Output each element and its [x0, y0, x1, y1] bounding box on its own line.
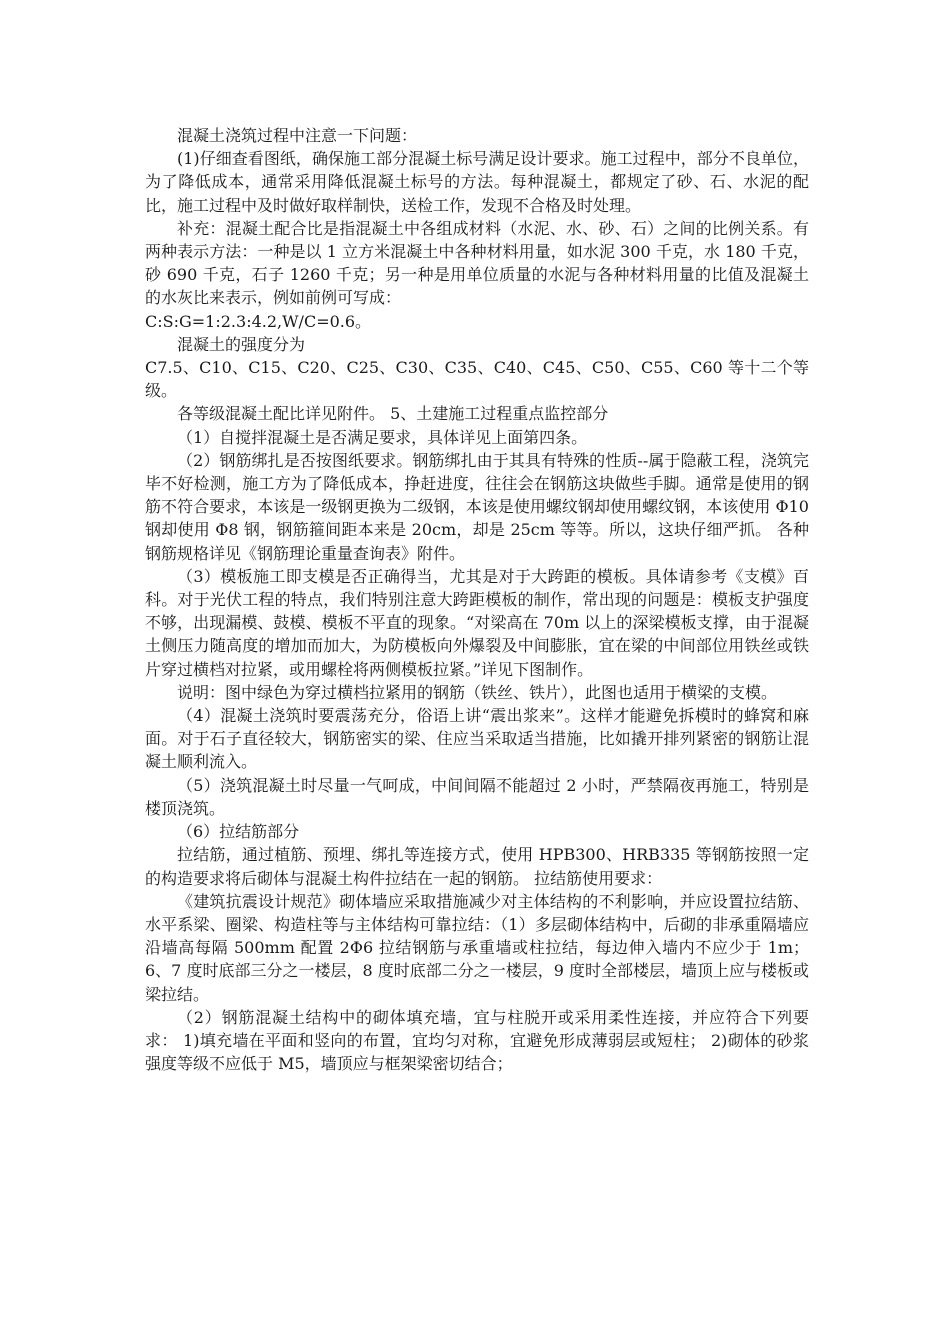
paragraph-monitor-5: （5）浇筑混凝土时尽量一气呵成，中间间隔不能超过 2 小时，严禁隔夜再施工，特别是楼顶浇筑。	[145, 775, 809, 818]
paragraph-title: 混凝土浇筑过程中注意一下问题：	[177, 126, 418, 145]
paragraph-seismic-code: 《建筑抗震设计规范》砌体墙应采取措施减少对主体结构的不利影响，并应设置拉结筋、水平系梁、圈梁、构造柱等与主体结构可靠拉结：（1）多层砌体结构中，后砌的非承重隔墙应沿墙高每隔 500mm 配置 2Φ6 拉结钢筋与承重墙或柱拉结，每边伸入墙内不应少于 1m；6、7 度时底部三分之一楼层，8 度时底部二分之一楼层，9 度时全部楼层，墙顶上应与楼板或梁拉结。	[145, 891, 809, 1004]
paragraph-monitor-2: （2）钢筋绑扎是否按图纸要求。钢筋绑扎由于其具有特殊的性质--属于隐蔽工程，浇筑完毕不好检测，施工方为了降低成本，挣赶进度，往往会在钢筋这块做些手脚。通常是使用的钢筋不符合要求，本该是一级钢更换为二级钢，本该是使用螺纹钢却使用螺纹钢，本该使用 Φ10 钢却使用 Φ8 钢，钢筋箍间距本来是 20cm，却是 25cm 等等。所以，这块仔细严抓。 各种钢筋规格详见《钢筋理论重量查询表》附件。	[145, 450, 809, 563]
paragraph-ratio-formula: C:S:G=1:2.3:4.2,W/C=0.6。	[145, 311, 372, 331]
paragraph-monitor-3: （3）模板施工即支模是否正确得当，尤其是对于大跨距的模板。具体请参考《支模》百科。对于光伏工程的特点，我们特别注意大跨距模板的制作，常出现的问题是：模板支护强度不够，出现漏模、鼓模、模板不平直的现象。“对梁高在 70m 以上的深梁模板支撑，由于混凝土侧压力随高度的增加而加大，为防模板向外爆裂及中间膨胀，宜在梁的中间部位用铁丝或铁片穿过横档对拉紧，或用螺栓将两侧模板拉紧。”详见下图制作。	[145, 566, 809, 679]
paragraph-item-1: (1)仔细查看图纸，确保施工部分混凝土标号满足设计要求。施工过程中，部分不良单位，为了降低成本，通常采用降低混凝土标号的方法。每种混凝土，都规定了砂、石、水泥的配比，施工过程中及时做好取样制快，送检工作，发现不合格及时处理。	[145, 149, 809, 215]
paragraph-strength-grades: C7.5、C10、C15、C20、C25、C30、C35、C40、C45、C50、C55、C60 等十二个等级。	[145, 358, 809, 401]
paragraph-annex-and-section-5: 各等级混凝土配比详见附件。 5、土建施工过程重点监控部分	[177, 404, 609, 424]
paragraph-strength-intro: 混凝土的强度分为	[177, 334, 306, 354]
paragraph-figure-note: 说明：图中绿色为穿过横档拉紧用的钢筋（铁丝、铁片），此图也适用于横梁的支模。	[177, 682, 778, 702]
paragraph-infill-wall: （2）钢筋混凝土结构中的砌体填充墙，宜与柱脱开或采用柔性连接，并应符合下列要求： 1)填充墙在平面和竖向的布置，宜均匀对称，宜避免形成薄弱层或短柱； 2)砌体的砂浆强度等级不应低于 M5，墙顶应与框架梁密切结合；	[145, 1007, 809, 1074]
paragraph-tie-bar-definition: 拉结筋，通过植筋、预埋、绑扎等连接方式，使用 HPB300、HRB335 等钢筋按照一定的构造要求将后砌体与混凝土构件拉结在一起的钢筋。 拉结筋使用要求：	[145, 845, 809, 888]
paragraph-monitor-4: （4）混凝土浇筑时要震荡充分，俗语上讲“震出浆来”。这样才能避免拆模时的蜂窝和麻面。对于石子直径较大，钢筋密实的梁、住应当采取适当措施，比如撬开排列紧密的钢筋让混凝土顺利流入。	[145, 706, 809, 772]
paragraph-supplement: 补充：混凝土配合比是指混凝土中各组成材料（水泥、水、砂、石）之间的比例关系。有两种表示方法：一种是以 1 立方米混凝土中各种材料用量，如水泥 300 千克，水 180 千克，砂 690 千克，石子 1260 千克；另一种是用单位质量的水泥与各种材料用量的比值及混凝土的水灰比来表示，例如前例可写成：	[145, 218, 809, 308]
paragraph-monitor-6: （6）拉结筋部分	[177, 822, 300, 842]
paragraph-monitor-1: （1）自搅拌混凝土是否满足要求，具体详见上面第四条。	[177, 427, 588, 447]
document-page	[145, 124, 809, 1075]
